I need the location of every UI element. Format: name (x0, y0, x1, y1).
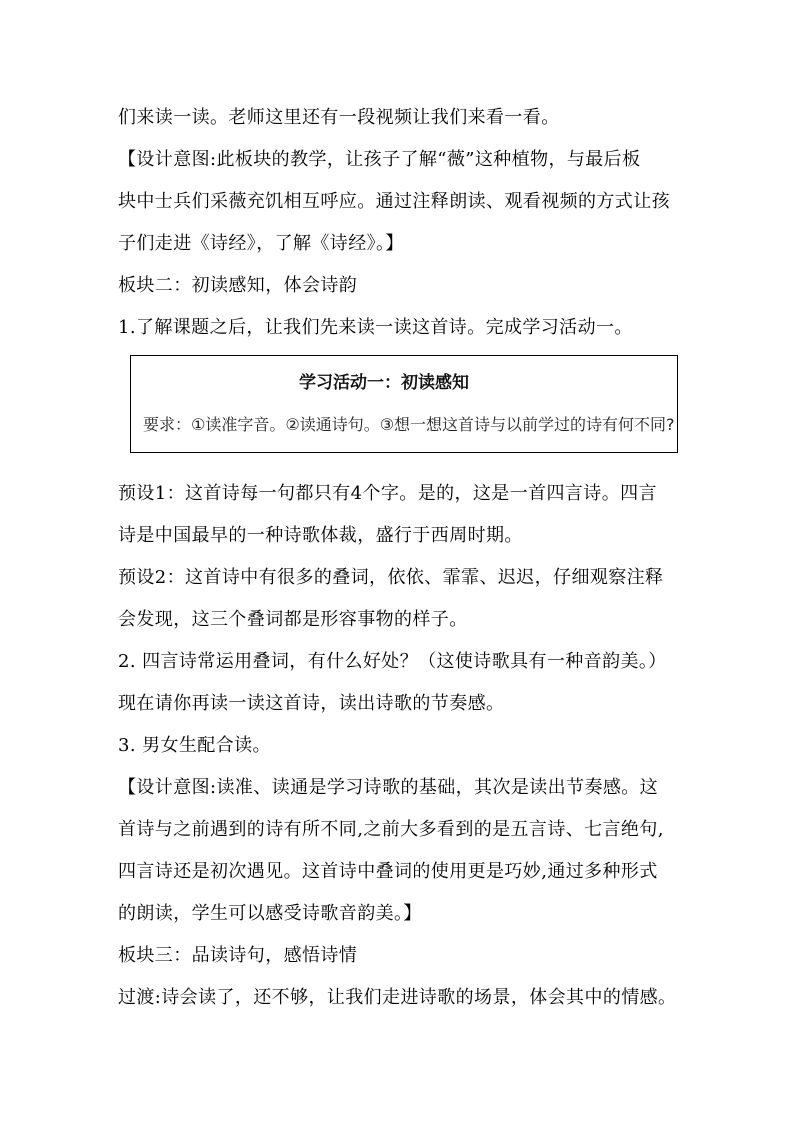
preset-2-line: 会发现，这三个叠词都是形容事物的样子。 (118, 609, 468, 630)
preset-1-line: 诗是中国最早的一种诗歌体裁，盛行于西周时期。 (118, 525, 523, 546)
preset-2-line: 预设2：这首诗中有很多的叠词，依依、霏霏、迟迟，仔细观察注释 (118, 567, 664, 588)
design-intent-line: 的朗读，学生可以感受诗歌音韵美。】 (118, 903, 422, 924)
learning-activity-box (130, 355, 678, 453)
design-intent-line: 【设计意图:此板块的教学，让孩子了解“薇”这种植物，与最后板 (118, 149, 641, 170)
section-heading-3: 板块三：品读诗句，感悟诗情 (118, 945, 358, 966)
preset-1-line: 预设1：这首诗每一句都只有4个字。是的，这是一首四言诗。四言 (118, 483, 657, 504)
paragraph-line: 们来读一读。老师这里还有一段视频让我们来看一看。 (118, 107, 560, 128)
step-2-line: 现在请你再读一读这首诗，读出诗歌的节奏感。 (118, 693, 505, 714)
activity-title: 学习活动一：初读感知 (299, 373, 469, 393)
step-2-line: 2. 四言诗常运用叠词，有什么好处？（这使诗歌具有一种音韵美。） (118, 651, 667, 672)
design-intent-line: 块中士兵们采薇充饥相互呼应。通过注释朗读、观看视频的方式让孩 (118, 191, 670, 212)
activity-requirement: 要求：①读准字音。②读通诗句。③想一想这首诗与以前学过的诗有何不同? (143, 415, 675, 434)
step-3-line: 3. 男女生配合读。 (118, 735, 271, 756)
design-intent-line: 四言诗还是初次遇见。这首诗中叠词的使用更是巧妙,通过多种形式 (118, 861, 658, 882)
design-intent-line: 首诗与之前遇到的诗有所不同,之前大多看到的是五言诗、七言绝句, (118, 819, 664, 840)
design-intent-line: 子们走进《诗经》，了解《诗经》。】 (118, 233, 404, 254)
step-1-line: 1.了解课题之后，让我们先来读一读这首诗。完成学习活动一。 (118, 317, 633, 338)
section-heading-2: 板块二：初读感知，体会诗韵 (118, 275, 358, 296)
design-intent-line: 【设计意图:读准、读通是学习诗歌的基础，其次是读出节奏感。这 (118, 777, 659, 798)
transition-line: 过渡:诗会读了，还不够，让我们走进诗歌的场景，体会其中的情感。 (118, 987, 677, 1008)
